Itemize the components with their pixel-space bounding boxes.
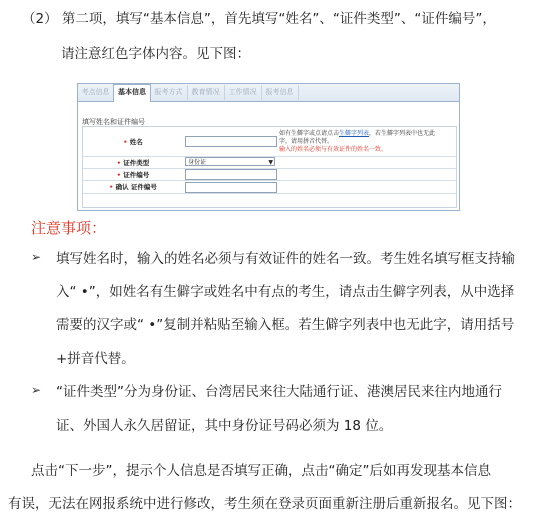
intro-line-1: （2） 第二项，填写“基本信息”，首先填写“姓名”、“证件类型”、“证件编号”，: [22, 11, 496, 27]
id-number-label: 证件编号: [123, 171, 150, 179]
id-type-select[interactable]: [185, 157, 275, 166]
form-row-confirm-id: • 确认 证件编号: [83, 180, 456, 194]
id-number-input[interactable]: [185, 169, 277, 180]
name-label: 姓名: [129, 138, 143, 146]
rare-char-link[interactable]: 生僻字列表: [339, 130, 370, 137]
bullet-arrow-icon: ➢: [31, 383, 42, 397]
tab-exam-site[interactable]: 考点信息: [78, 85, 114, 100]
bullet-1-line-3: 需要的汉字或“ •”复制并粘贴至输入框。若生僻字列表中也无此字，请用括号: [56, 317, 515, 333]
form-row-id-type: • 证件类型 身份证 ▼: [83, 156, 456, 169]
bullet-1-line-4: +拼音代替。: [56, 351, 135, 367]
tab-apply-info[interactable]: 报考信息: [261, 85, 299, 100]
section-title: 填写姓名和证件编号: [82, 118, 145, 126]
tab-education[interactable]: 教育情况: [187, 85, 225, 100]
bullet-arrow-icon: ➢: [31, 250, 42, 264]
bullet-1-line-1: 填写姓名时，输入的姓名必须与有效证件的姓名一致。考生姓名填写框支持输: [56, 251, 515, 267]
tab-bar: [78, 84, 459, 102]
note-text-3: 字，请用拼音代替。: [279, 138, 334, 145]
id-type-label: 证件类型: [123, 159, 150, 167]
confirm-id-label: 确认 证件编号: [115, 183, 157, 191]
note-warning: 输入的姓名必须与有效证件的姓名一致。: [279, 146, 388, 153]
tab-apply-mode[interactable]: 报考方式: [150, 85, 188, 100]
chevron-down-icon: ▼: [268, 159, 273, 166]
bullet-1-line-2: 入“ •”，如姓名有生僻字或姓名中有点的考生，请点击生僻字列表，从中选择: [56, 284, 515, 300]
form-row-id-number: • 证件编号: [83, 168, 456, 181]
id-type-value: 身份证: [188, 159, 207, 166]
form-table: [82, 126, 457, 208]
intro-line-2: 请注意红色字体内容。见下图：: [61, 46, 250, 62]
confirm-id-input[interactable]: [185, 182, 277, 193]
form-row-name: • 姓名 如有生僻字或点请点击生僻字列表，若生僻字列表中也无此 字，请用拼音代替。 输入的姓名必须与有效证件的姓名一致。: [83, 127, 456, 157]
note-text-2: ，若生僻字列表中也无此: [369, 130, 436, 137]
tab-work[interactable]: 工作情况: [224, 85, 262, 100]
note-text-1: 如有生僻字或点请点击: [279, 130, 340, 137]
bullet-2-line-2: 证、外国人永久居留证，其中身份证号码必须为 18 位。: [56, 418, 393, 434]
closing-line-2: 有误，无法在网报系统中进行修改，考生须在登录页面重新注册后重新报名。见下图：: [8, 496, 521, 512]
form-screenshot: [77, 83, 460, 211]
tab-basic-info[interactable]: 基本信息: [113, 84, 151, 102]
name-input[interactable]: [185, 136, 277, 147]
notice-title: 注意事项：: [31, 219, 107, 237]
name-note: [279, 130, 454, 154]
bullet-2-line-1: “证件类型”分为身份证、台湾居民来往大陆通行证、港澳居民来往内地通行: [56, 384, 502, 400]
closing-line-1: 点击“下一步”，提示个人信息是否填写正确，点击“确定”后如再发现基本信息: [31, 463, 491, 479]
